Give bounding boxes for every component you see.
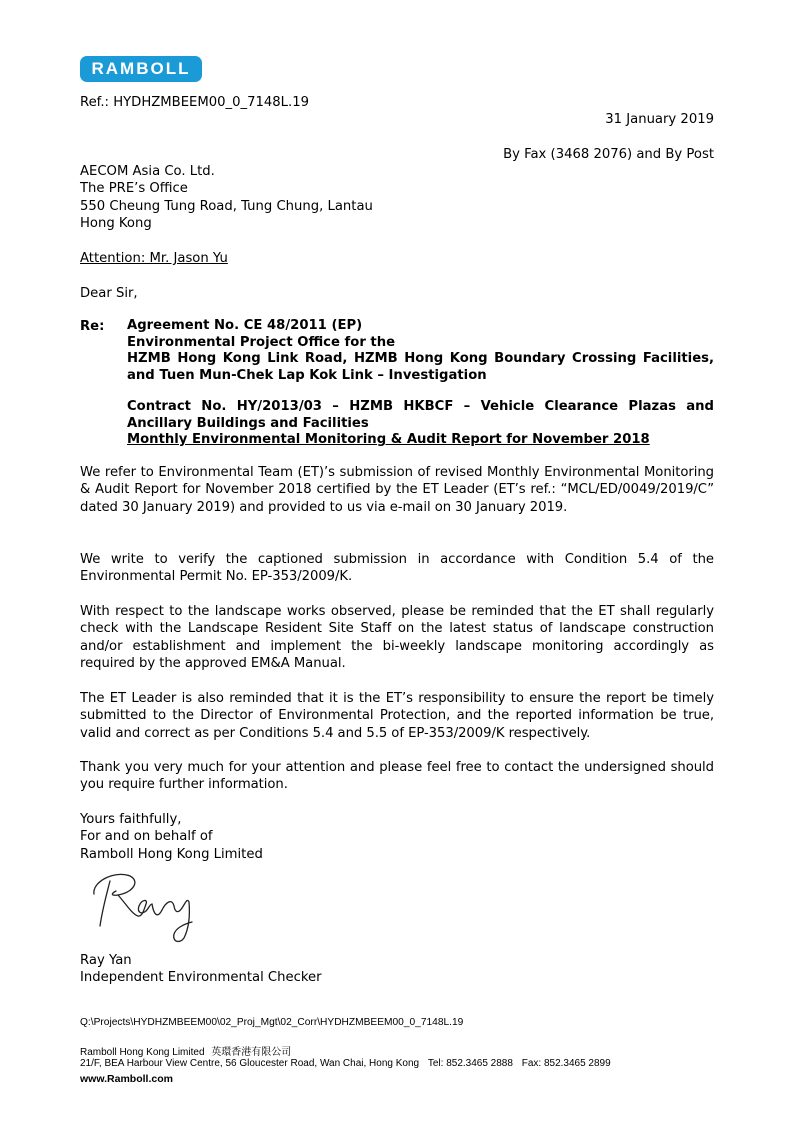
subject-label: Re:: [80, 319, 105, 334]
body-paragraph: The ET Leader is also reminded that it is the ET’s responsibility to ensure the report be timely submitted to the Director of Environmental Protection, and the reported information be true, valid and correct as per Conditions 5.4 and 5.5 of EP-353/2009/K respectively.: [80, 691, 714, 741]
signature-image: [86, 868, 204, 946]
subject-line: Agreement No. CE 48/2011 (EP): [127, 318, 363, 333]
recipient-line: Hong Kong: [80, 215, 152, 231]
footer-tel: Tel: 852.3465 2888: [427, 1058, 513, 1069]
signer-title: Independent Environmental Checker: [80, 970, 322, 986]
body-paragraph: We write to verify the captioned submission in accordance with Condition 5.4 of the Environmental Permit No. EP-353/2009/K.: [80, 552, 714, 585]
subject-line: Environmental Project Office for the: [127, 334, 396, 350]
subject-block: [127, 318, 714, 449]
file-path: Q:\Projects\HYDHZMBEEM00\02_Proj_Mgt\02_Corr\HYDHZMBEEM00_0_7148L.19: [80, 1017, 464, 1028]
footer-contact-line: [80, 1058, 611, 1069]
closing-block: [80, 811, 714, 863]
closing-line: Yours faithfully,: [80, 812, 182, 827]
letter-date: 31 January 2019: [605, 112, 714, 127]
footer-website[interactable]: www.Ramboll.com: [80, 1073, 173, 1085]
subject-line: Ancillary Buildings and Facilities: [127, 415, 369, 431]
signer-name: Ray Yan: [80, 953, 132, 968]
subject-line: HZMB Hong Kong Link Road, HZMB Hong Kong Boundary Crossing Facilities,: [127, 351, 714, 366]
footer-company-chinese: 英環香港有限公司: [211, 1047, 292, 1058]
body-paragraph: We refer to Environmental Team (ET)’s submission of revised Monthly Environmental Monitoring & Audit Report for November 2018 certified by the ET Leader (ET’s ref.: “MCL/ED/0049/2019/C” dated 30 January 2019) and provided to us via e-mail on 30 January 2019.: [80, 465, 714, 515]
subject-line: and Tuen Mun-Chek Lap Kok Link – Investigation: [127, 367, 487, 383]
body-paragraph: Thank you very much for your attention and please feel free to contact the undersigned should you require further information.: [80, 760, 714, 793]
recipient-line: AECOM Asia Co. Ltd.: [80, 164, 215, 179]
closing-line: Ramboll Hong Kong Limited: [80, 846, 263, 862]
signer-block: [80, 952, 714, 987]
attention-line: Attention: Mr. Jason Yu: [80, 251, 228, 266]
footer-company: Ramboll Hong Kong Limited: [80, 1047, 205, 1058]
recipient-line: The PRE’s Office: [80, 181, 188, 197]
delivery-method: By Fax (3468 2076) and By Post: [503, 147, 714, 162]
footer-fax: Fax: 852.3465 2899: [521, 1058, 611, 1069]
reference-number: Ref.: HYDHZMBEEM00_0_7148L.19: [80, 95, 309, 110]
salutation: Dear Sir,: [80, 286, 138, 301]
recipient-address: [80, 163, 714, 232]
footer-address: 21/F, BEA Harbour View Centre, 56 Gloucester Road, Wan Chai, Hong Kong: [80, 1058, 420, 1069]
closing-line: For and on behalf of: [80, 829, 213, 845]
subject-line: Contract No. HY/2013/03 – HZMB HKBCF – Vehicle Clearance Plazas and: [127, 399, 714, 414]
recipient-line: 550 Cheung Tung Road, Tung Chung, Lantau: [80, 198, 373, 214]
footer-company-line: [80, 1043, 291, 1058]
ramboll-logo: RAMBOLL: [80, 56, 202, 82]
body-paragraph: With respect to the landscape works observed, please be reminded that the ET shall regularly check with the Landscape Resident Site Staff on the latest status of landscape construction and/or establishment and implement the bi-weekly landscape monitoring accordingly as required by the approved EM&A Manual.: [80, 604, 714, 671]
subject-report-title: Monthly Environmental Monitoring & Audit Report for November 2018: [127, 432, 650, 447]
